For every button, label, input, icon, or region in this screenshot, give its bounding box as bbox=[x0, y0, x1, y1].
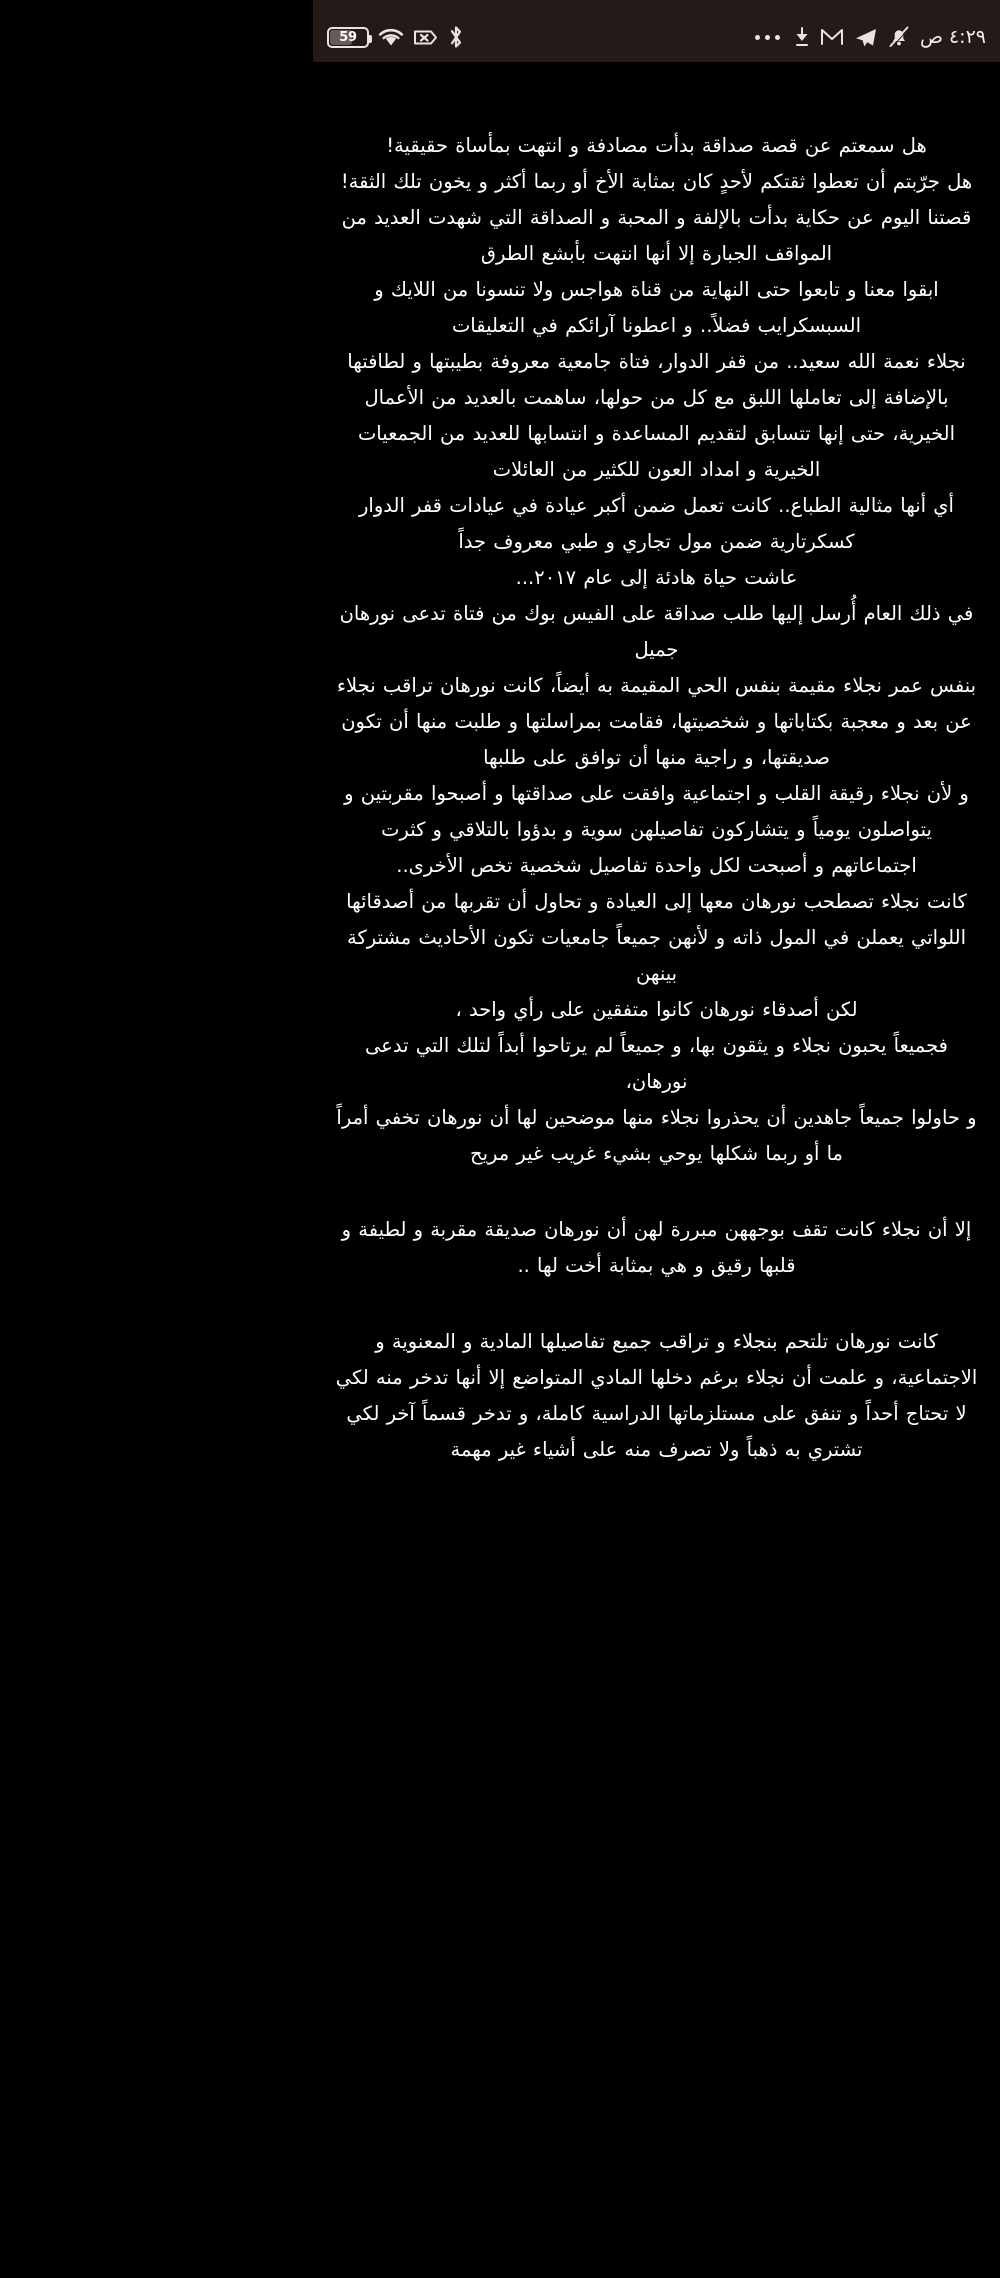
status-bar bbox=[313, 0, 1000, 62]
more-notifications-icon bbox=[755, 35, 780, 40]
status-bar-right-icons bbox=[755, 0, 986, 62]
story-paragraph: ابقوا معنا و تابعوا حتى النهاية من قناة هواجس ولا تنسونا من اللايك و السبسكرايب فضلاً.. و اعطونا آرائكم في التعليقات bbox=[374, 278, 939, 337]
story-paragraph: فجميعاً يحبون نجلاء و يثقون بها، و جميعاً لم يرتاحوا أبداً لتلك التي تدعى نورهان، bbox=[364, 1034, 948, 1093]
story-paragraph: عاشت حياة هادئة إلى عام ٢٠١٧... bbox=[515, 566, 798, 589]
story-text-body[interactable] bbox=[313, 62, 1000, 1508]
story-paragraph: كانت نجلاء تصطحب نورهان معها إلى العيادة و تحاول أن تقربها من أصدقائها اللواتي يعملن في المول ذاته و لأنهن جميعاً جامعيات تكون الأحاديث مشتركة بينهن bbox=[346, 890, 967, 985]
status-bar-clock: ٤:٢٩ ص bbox=[919, 26, 986, 48]
battery-icon bbox=[327, 27, 369, 48]
download-icon bbox=[794, 26, 810, 48]
story-paragraph: و لأن نجلاء رقيقة القلب و اجتماعية وافقت على صداقتها و أصبحوا مقربتين و يتواصلون يومياً و يتشاركون تفاصيلهن سوية و بدؤوا بالتلاقي و كثرت اجتماعاتهم و أصبحت لكل واحدة تفاصيل شخصية تخص الأخرى.. bbox=[344, 782, 969, 877]
phone-screen bbox=[313, 0, 1000, 2278]
battery-level-label: 59 bbox=[339, 29, 357, 45]
sim-card-off-icon bbox=[413, 27, 438, 48]
wifi-icon bbox=[378, 27, 404, 47]
story-paragraph: إلا أن نجلاء كانت تقف بوجههن مبررة لهن أن نورهان صديقة مقربة و لطيفة و قلبها رقيق و هي بمثابة أخت لها .. bbox=[341, 1218, 972, 1277]
status-bar-left-icons bbox=[327, 0, 465, 62]
gmail-icon bbox=[820, 27, 844, 47]
alarm-off-icon bbox=[888, 26, 910, 48]
story-paragraph: هل سمعتم عن قصة صداقة بدأت مصادفة و انتهت بمأساة حقيقية! bbox=[386, 134, 927, 157]
story-paragraph: في ذلك العام أُرسل إليها طلب صداقة على الفيس بوك من فتاة تدعى نورهان جميل bbox=[339, 602, 974, 661]
story-paragraph: قصتنا اليوم عن حكاية بدأت بالإلفة و المحبة و الصداقة التي شهدت العديد من المواقف الجبارة إلا أنها انتهت بأبشع الطرق bbox=[341, 206, 972, 265]
story-paragraph: أي أنها مثالية الطباع.. كانت تعمل ضمن أكبر عيادة في عيادات قفر الدوار كسكرتارية ضمن مول تجاري و طبي معروف جداً bbox=[359, 494, 954, 553]
bluetooth-icon bbox=[447, 25, 465, 50]
paragraph-spacer bbox=[335, 1284, 978, 1324]
story-paragraph: هل جرّبتم أن تعطوا ثقتكم لأحدٍ كان بمثابة الأخ أو ربما أكثر و يخون تلك الثقة! bbox=[340, 170, 973, 193]
story-paragraph: بنفس عمر نجلاء مقيمة بنفس الحي المقيمة به أيضاً، كانت نورهان تراقب نجلاء عن بعد و معجبة بكتاباتها و شخصيتها، فقامت بمراسلتها و طلبت منها أن تكون صديقتها، و راجية منها أن توافق على طلبها bbox=[336, 674, 977, 769]
story-paragraph: نجلاء نعمة الله سعيد.. من قفر الدوار، فتاة جامعية معروفة بطيبتها و لطافتها بالإضافة إلى تعاملها اللبق مع كل من حولها، ساهمت بالعديد من الأعمال الخيرية، حتى إنها تتسابق لتقديم المساعدة و انتسابها للعديد من الجمعيات الخيرية و امداد العون للكثير من العائلات bbox=[347, 350, 966, 481]
story-paragraph: و حاولوا جميعاً جاهدين أن يحذروا نجلاء منها موضحين لها أن نورهان تخفي أمراً ما أو ربما شكلها يوحي بشيء غريب غير مريح bbox=[336, 1106, 977, 1165]
story-paragraph: كانت نورهان تلتحم بنجلاء و تراقب جميع تفاصيلها المادية و المعنوية و الاجتماعية، و علمت أن نجلاء برغم دخلها المادي المتواضع إلا أنها تدخر منه لكي لا تحتاج أحداً و تنفق على مستلزماتها الدراسية كاملة، و تدخر قسماً آخر لكي تشتري به ذهباً ولا تصرف منه على أشياء غير مهمة bbox=[335, 1330, 978, 1461]
paragraph-spacer bbox=[335, 1172, 978, 1212]
story-paragraph: لكن أصدقاء نورهان كانوا متفقين على رأي واحد ، bbox=[455, 998, 858, 1021]
telegram-icon bbox=[854, 27, 878, 48]
